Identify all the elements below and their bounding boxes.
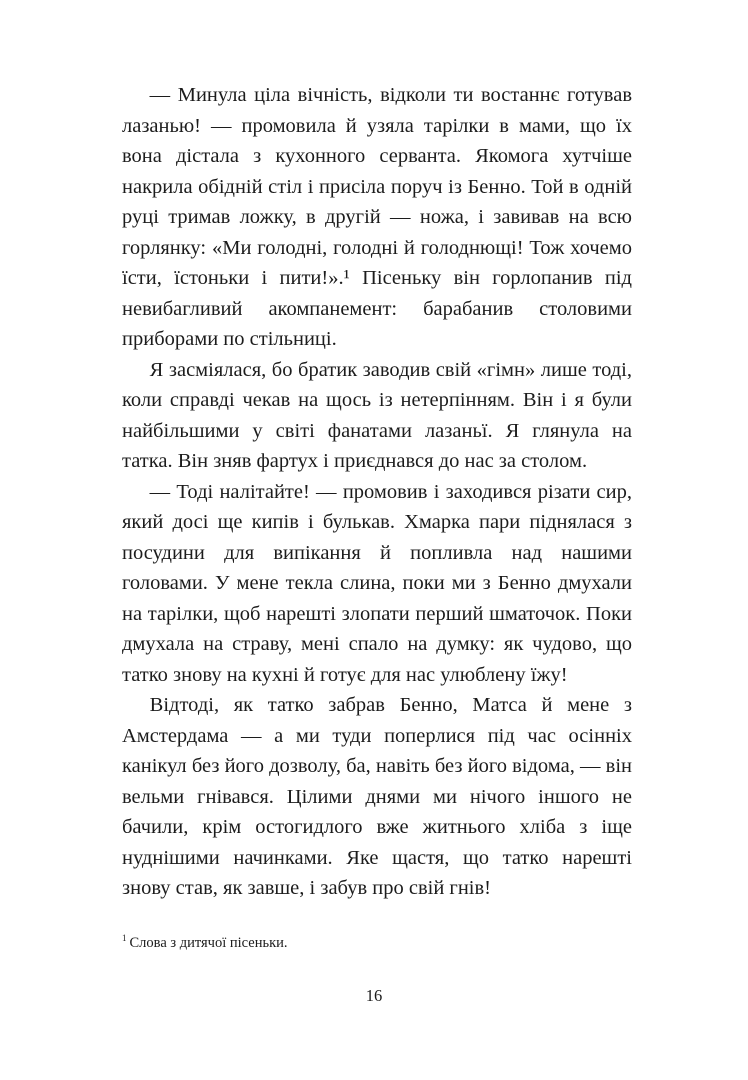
footnote-text: Слова з дитячої пісеньки. <box>129 935 288 951</box>
page-number: 16 <box>365 986 383 1005</box>
footnote <box>122 933 632 953</box>
paragraph: Я засміялася, бо братик заводив свій «гімн» лише тоді, коли справді чекав на щось із нетерпінням. Він і я були найбільшими у світі фанатами лазаньї. Я глянула на татка. Він зняв фартух і приєднався до нас за столом. <box>122 358 632 472</box>
paragraph: Відтоді, як татко забрав Бенно, Матса й мене з Амстердама — а ми туди поперлися під час осінніх канікул без його дозволу, ба, навіть без його відома, — він вельми гнівався. Цілими днями ми нічого іншого не бачили, крім остогидлого вже житнього хліба з іще нуднішими начинками. Яке щастя, що татко нарешті знову став, як завше, і забув про свій гнів! <box>122 694 632 899</box>
paragraph: — Тоді налітайте! — промовив і заходився різати сир, який досі ще кипів і булькав. Хмарка пари піднялася з посудини для випікання й попливла над нашими головами. У мене текла слина, поки ми з Бенно дмухали на тарілки, щоб нарешті злопати перший шматочок. Поки дмухала на страву, мені спало на думку: як чудово, що татко знову на кухні й готує для нас улюблену їжу! <box>122 480 632 686</box>
paragraph: — Минула ціла вічність, відколи ти востаннє готував лазанью! — промовила й узяла тарілки в мами, що їх вона дістала з кухонного серванта. Якомога хутчіше накрила обідній стіл і присіла поруч із Бенно. Той в одній руці тримав ложку, в другій — ножа, і завивав на всю горлянку: «Ми голодні, голодні й голоднющі! Тож хочемо їсти, їстоньки і пити!».¹ Пісеньку він горлопанив під невибагливий акомпанемент: барабанив столовими приборами по стільниці. <box>122 84 632 350</box>
footnote-marker: 1 <box>122 933 127 944</box>
body-text <box>122 80 632 904</box>
